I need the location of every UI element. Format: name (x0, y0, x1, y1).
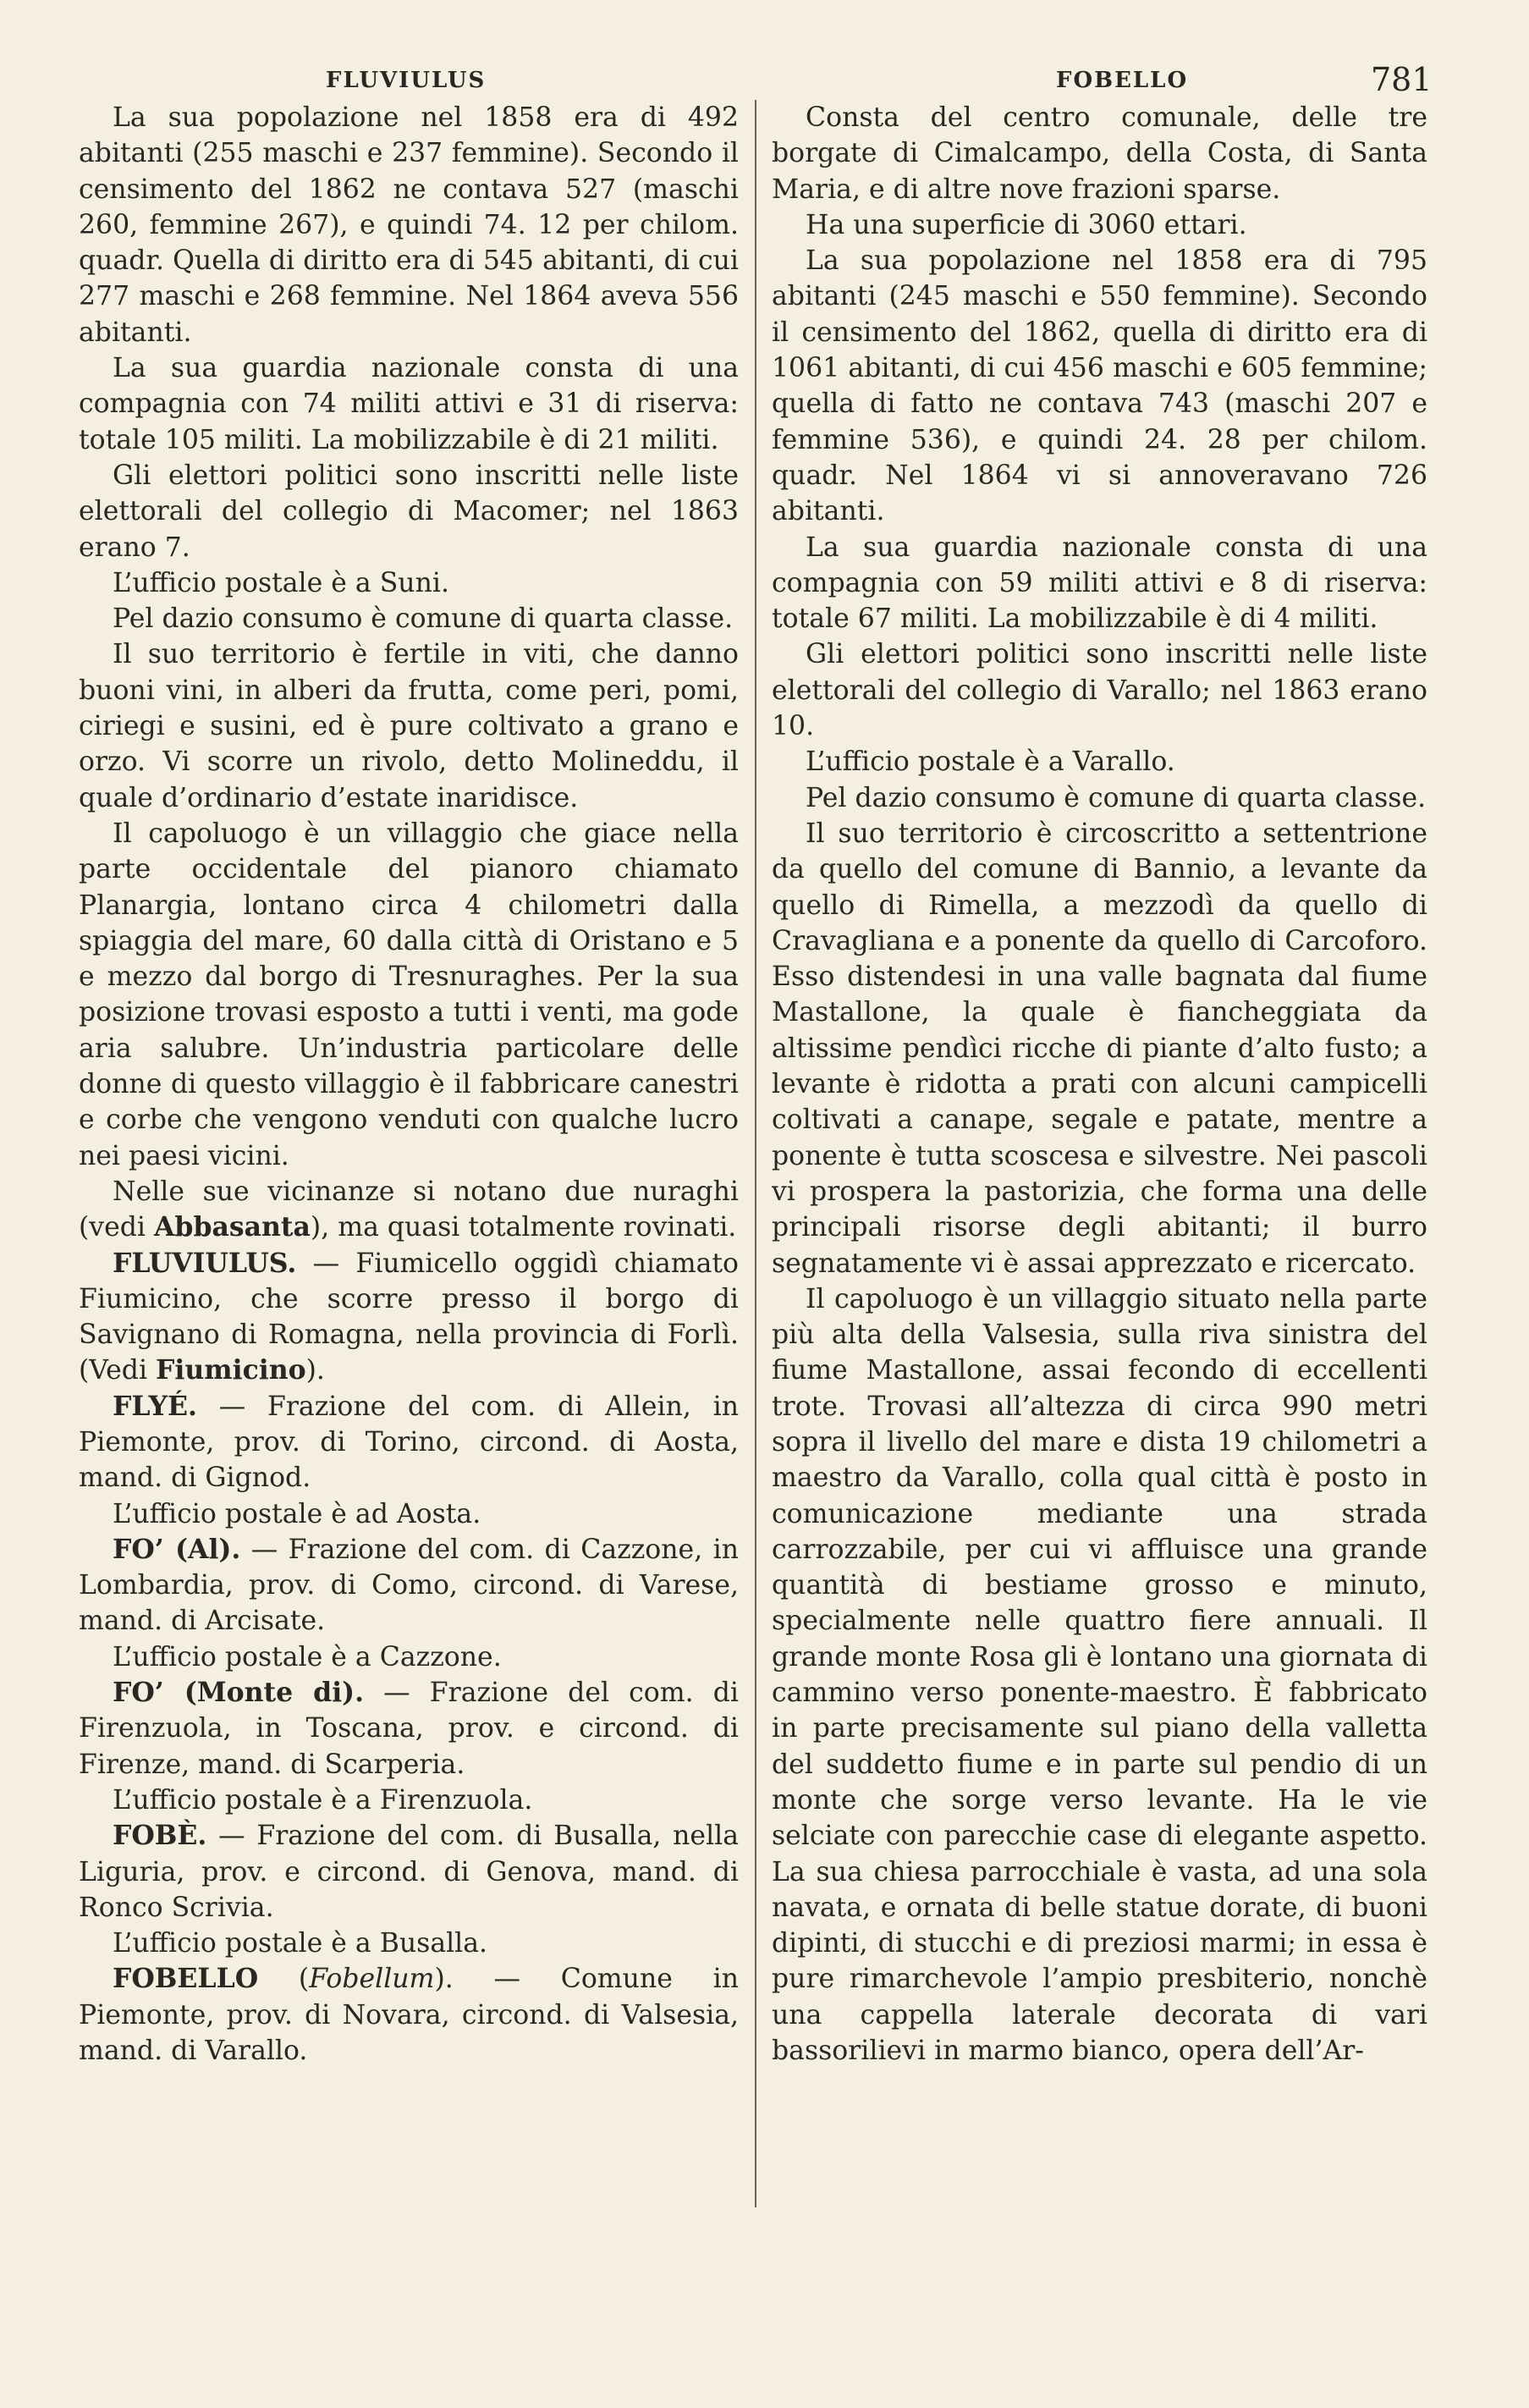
column-divider (755, 100, 756, 2207)
right-column (772, 100, 1427, 2069)
running-head-left: FLUVIULUS (326, 68, 487, 93)
paragraph-text: L’ufficio postale è a Firenzuola. (113, 1784, 533, 1816)
paragraph-text: Gli elettori politici sono inscritti nelle liste elettorali del collegio di Macomer; nel 1863 erano 7. (79, 460, 739, 563)
paragraph-text: La sua guardia nazionale consta di una compagnia con 59 militi attivi e 8 di riserva: totale 67 militi. La mobilizzabile è di 4 militi. (772, 532, 1427, 635)
paragraph-text: La sua guardia nazionale consta di una compagnia con 74 militi attivi e 31 di riserva: totale 105 militi. La mobilizzabile è di 21 militi. (79, 353, 739, 455)
entry-headword: FOBÈ. (113, 1820, 207, 1852)
entry-text: — Frazione del com. di Busalla, nella Liguria, prov. e circond. di Genova, mand. di Ronco Scrivia. (79, 1821, 739, 1923)
paragraph (772, 100, 1427, 207)
paragraph (79, 350, 739, 458)
entry-headword: FOBELLO (113, 1963, 259, 1995)
paragraph (79, 816, 739, 1174)
entry-headword: FO’ (Al). (113, 1533, 241, 1565)
paragraph-text: L’ufficio postale è a Suni. (113, 567, 449, 598)
paragraph-text: La sua popolazione nel 1858 era di 795 abitanti (245 maschi e 550 femmine). Secondo il censimento del 1862, quella di diritto era di 1061 abitanti, di cui 456 maschi e 605 femmine; quella di fatto ne contava 743 (maschi 207 e femmine 536), e quindi 24. 28 per chilom. quadr. Nel 1864 vi si annoveravano 726 abitanti. (772, 245, 1427, 527)
paragraph (79, 1639, 739, 1675)
dictionary-entry (79, 1389, 739, 1496)
entry-headword: FLYÉ. (113, 1390, 197, 1422)
paragraph-text: Ha una superficie di 3060 ettari. (806, 209, 1247, 240)
paragraph (772, 530, 1427, 637)
paragraph-text: L’ufficio postale è a Cazzone. (113, 1641, 502, 1672)
dictionary-entry (79, 1532, 739, 1639)
paragraph (79, 565, 739, 601)
dictionary-entry (79, 1818, 739, 1926)
paragraph-text: Il capoluogo è un villaggio che giace nella parte occidentale del pianoro chiamato Planargia, lontano circa 4 chilometri dalla spiaggia del mare, 60 dalla città di Oristano e 5 e mezzo dal borgo di Tresnuraghes. Per la sua posizione trovasi esposto a tutti i venti, ma gode aria salubre. Un’industria particolare delle donne di questo villaggio è il fabbricare canestri e corbe che vengono venduti con qualche lucro nei paesi vicini. (79, 818, 739, 1171)
paragraph (79, 1783, 739, 1818)
paragraph-text: Nelle sue vicinanze si notano due nuraghi (vedi (79, 1176, 739, 1243)
paragraph (79, 1174, 739, 1246)
paragraph-text: Il suo territorio è circoscritto a settentrione da quello del comune di Bannio, a levante da quello di Rimella, a mezzodì da quello di Cravagliana e a ponente da quello di Carcoforo. Esso distendesi in una valle bagnata dal fiume Mastallone, la quale è fiancheggiata da altissime pendìci ricche di piante d’alto fusto; a levante è ridotta a prati con alcuni campicelli coltivati a canape, segale e patate, mentre a ponente è tutta scoscesa e silvestre. Nei pascoli vi prospera la pastorizia, che forma una delle principali risorse degli abitanti; il burro segnatamente vi è assai apprezzato e ricercato. (772, 818, 1427, 1279)
entry-text: . — Comune in Piemonte, prov. di Novara, circond. di Valsesia, mand. di Varallo. (79, 1964, 739, 2067)
paragraph (772, 780, 1427, 816)
paragraph (79, 100, 739, 350)
page-number: 781 (1371, 61, 1433, 98)
paragraph (772, 1281, 1427, 2069)
paragraph (772, 744, 1427, 780)
paragraph (79, 1926, 739, 1961)
paragraph-text: La sua popolazione nel 1858 era di 492 abitanti (255 maschi e 237 femmine). Secondo il censimento del 1862 ne contava 527 (maschi 260, femmine 267), e quindi 74. 12 per chilom. quadr. Quella di diritto era di 545 abitanti, di cui 277 maschi e 268 femmine. Nel 1864 aveva 556 abitanti. (79, 102, 739, 348)
paragraph-text: ), ma quasi totalmente rovinati. (310, 1212, 737, 1243)
paragraph (79, 1496, 739, 1532)
paragraph-text: Pel dazio consumo è comune di quarta classe. (113, 603, 734, 635)
entry-text: — Frazione del com. di Firenzuola, in Toscana, prov. e circond. di Firenze, mand. di Scarperia. (79, 1678, 740, 1780)
dictionary-entry: FOBELLO (Fobellum). — Comune in Piemonte, prov. di Novara, circond. di Valsesia, mand. di Varallo. (79, 1963, 739, 2067)
cross-reference: Fiumicino (156, 1354, 306, 1386)
paragraph (79, 458, 739, 565)
paragraph-text: Pel dazio consumo è comune di quarta classe. (806, 782, 1427, 813)
entry-text: ). (305, 1355, 325, 1386)
paragraph-text: L’ufficio postale è ad Aosta. (113, 1498, 481, 1529)
paragraph (772, 816, 1427, 1281)
paragraph (772, 207, 1427, 243)
entry-headword: FO’ (Monte di). (113, 1677, 365, 1709)
running-head-right: FOBELLO (1056, 68, 1189, 93)
paragraph-text: Consta del centro comunale, delle tre borgate di Cimalcampo, della Costa, di Santa Maria, e di altre nove frazioni sparse. (772, 102, 1427, 205)
paragraph-text: L’ufficio postale è a Busalla. (113, 1928, 488, 1959)
latin-name: Fobellum (309, 1964, 435, 1995)
paragraph-text: L’ufficio postale è a Varallo. (806, 747, 1175, 778)
cross-reference: Abbasanta (153, 1211, 311, 1243)
paragraph-text: Gli elettori politici sono inscritti nelle liste elettorali del collegio di Varallo; nel 1863 erano 10. (772, 639, 1427, 742)
entry-text: — Frazione del com. di Allein, in Piemonte, prov. di Torino, circond. di Aosta, mand. di Gignod. (79, 1391, 739, 1494)
paragraph (79, 636, 739, 815)
paragraph-text: Il suo territorio è fertile in viti, che danno buoni vini, in alberi da frutta, come peri, pomi, ciriegi e susini, ed è pure coltivato a grano e orzo. Vi scorre un rivolo, detto Molineddu, il quale d’ordinario d’estate inaridisce. (79, 639, 739, 813)
entry-text: — Frazione del com. di Cazzone, in Lombardia, prov. di Como, circond. di Varese, mand. di Arcisate. (79, 1534, 739, 1637)
paragraph (79, 601, 739, 636)
paragraph (772, 243, 1427, 529)
left-column (79, 100, 739, 2069)
entry-text: — Fiumicello oggidì chiamato Fiumicino, che scorre presso il borgo di Savignano di Romagna, nella provincia di Forlì. (Vedi (79, 1248, 739, 1386)
paragraph-text: Il capoluogo è un villaggio situato nella parte più alta della Valsesia, sulla riva sinistra del fiume Mastallone, assai fecondo di eccellenti trote. Trovasi all’altezza di circa 990 metri sopra il livello del mare e dista 19 chilometri a maestro da Varallo, colla qual città è posto in comunicazione mediante una strada carrozzabile, per cui vi affluisce una grande quantità di bestiame grosso e minuto, specialmente nelle quattro fiere annuali. Il grande monte Rosa gli è lontano una giornata di cammino verso ponente-maestro. È fabbricato in parte precisamente sul piano della valletta del suddetto fiume e in parte sul pendio di un monte che sorge verso levante. Ha le vie selciate con parecchie case di elegante aspetto. La sua chiesa parrocchiale è vasta, ad una sola navata, e ornata di belle statue dorate, di buoni dipinti, di stucchi e di preziosi marmi; in essa è pure rimarchevole l’ampio presbiterio, nonchè una cappella laterale decorata di vari bassorilievi in marmo bianco, opera dell’Ar- (772, 1283, 1427, 2067)
dictionary-entry (79, 1675, 739, 1783)
entry-headword: FLUVIULUS. (113, 1247, 297, 1279)
dictionary-entry (79, 1246, 739, 1389)
paragraph (772, 636, 1427, 744)
